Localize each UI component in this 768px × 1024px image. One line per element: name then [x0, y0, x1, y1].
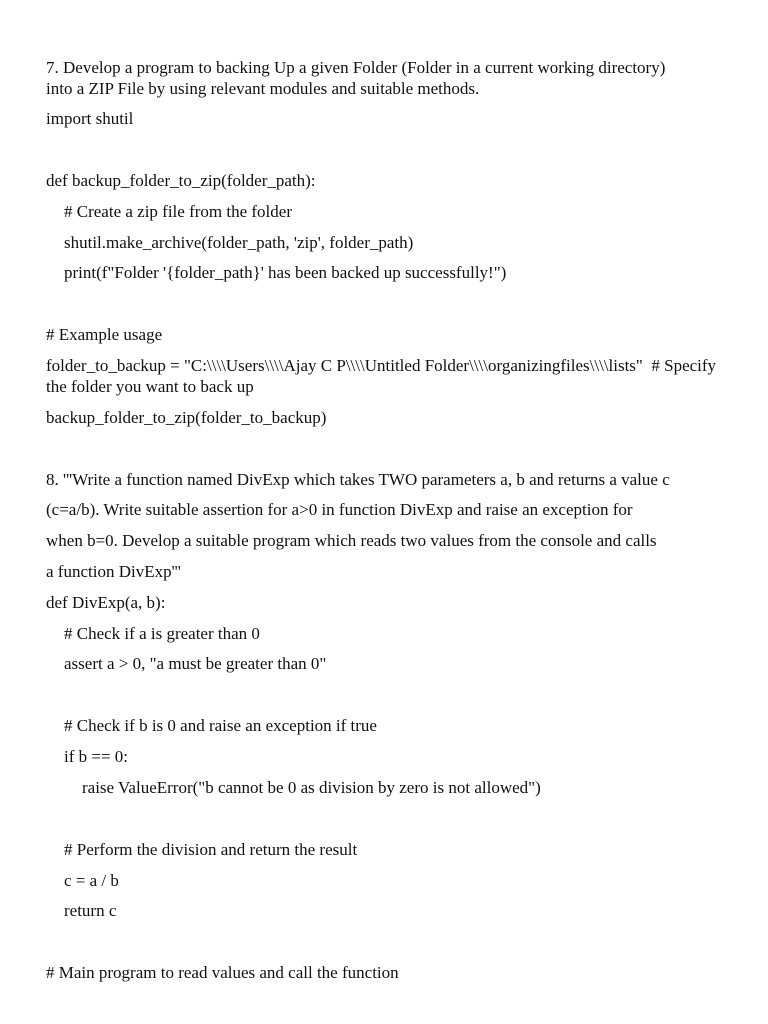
- code-line: print(f"Folder '{folder_path}' has been backed up successfully!"): [64, 263, 507, 282]
- code-line: # Check if b is 0 and raise an exception if true: [64, 716, 377, 735]
- code-line: c = a / b: [64, 871, 119, 890]
- q7-prompt-line-1: 7. Develop a program to backing Up a given Folder (Folder in a current working directory): [46, 58, 666, 77]
- code-line: return c: [64, 901, 117, 920]
- code-line: assert a > 0, "a must be greater than 0": [64, 654, 327, 673]
- code-line: shutil.make_archive(folder_path, 'zip', folder_path): [64, 233, 414, 252]
- code-line: if b == 0:: [64, 747, 129, 766]
- code-line: # Create a zip file from the folder: [64, 202, 292, 221]
- code-line: # Example usage: [46, 325, 163, 344]
- code-line: # Check if a is greater than 0: [64, 624, 260, 643]
- q7-prompt-line-2: into a ZIP File by using relevant modules and suitable methods.: [46, 79, 480, 98]
- q8-prompt-line: when b=0. Develop a suitable program which reads two values from the console and calls: [46, 531, 657, 550]
- code-line: import shutil: [46, 109, 134, 128]
- q8-prompt-line: a function DivExp''': [46, 562, 181, 581]
- q8-prompt-line: (c=a/b). Write suitable assertion for a>0 in function DivExp and raise an exception for: [46, 500, 633, 519]
- code-line: folder_to_backup = "C:\\\\Users\\\\Ajay C P\\\\Untitled Folder\\\\organizingfiles\\\\lists" # Specify: [46, 356, 717, 375]
- code-line: the folder you want to back up: [46, 377, 254, 396]
- code-line: # Perform the division and return the result: [64, 840, 358, 859]
- code-line: def backup_folder_to_zip(folder_path):: [46, 171, 316, 190]
- q8-prompt-line: 8. '''Write a function named DivExp which takes TWO parameters a, b and returns a value c: [46, 470, 670, 489]
- code-line: raise ValueError("b cannot be 0 as division by zero is not allowed"): [82, 778, 541, 797]
- code-line: backup_folder_to_zip(folder_to_backup): [46, 408, 327, 427]
- code-line: def DivExp(a, b):: [46, 593, 166, 612]
- code-line: # Main program to read values and call the function: [46, 963, 399, 982]
